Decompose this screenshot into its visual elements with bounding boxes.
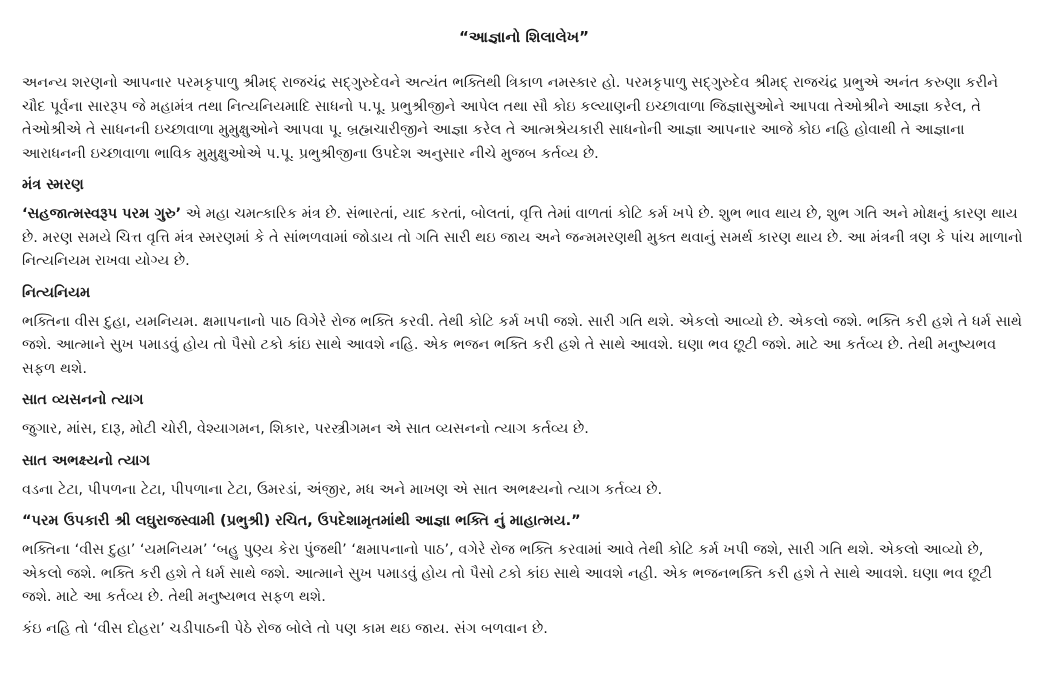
abhakshya-paragraph: વડના ટેટા, પીપળના ટેટા, પીપળાના ટેટા, ઉમરડાં, અંજીર, મધ અને માખણ એ સાત અભક્ષ્યનો ત્યાગ કર્તવ્ય છે. <box>22 481 663 498</box>
mantra-paragraph <box>22 203 1026 274</box>
intro-paragraph: અનન્ય શરણનો આપનાર પરમકૃપાળુ શ્રીમદ્ રાજચંદ્ર સદ્ગુરુદેવને અત્યંત ભક્તિથી ત્રિકાળ નમસ્કાર હો. પરમકૃપાળુ સદ્ગુરુદેવ શ્રીમદ્ રાજચંદ્ર પ્રભુએ અનંત કરુણા કરીને ચૌદ પૂર્વના સારરૂપ જે મહામંત્ર તથા નિત્યનિયમાદિ સાધનો પ.પૂ. પ્રભુશ્રીજીને આપેલ તથા સૌ કોઇ કલ્યાણની ઇચ્છાવાળા જિજ્ઞાસુઓને આપવા તેઓશ્રીને આજ્ઞા કરેલ, તે તેઓશ્રીએ તે સાધનની ઇચ્છાવાળા મુમુક્ષુઓને આપવા પૂ. બ્રહ્મચારીજીને આજ્ઞા કરેલ તે આત્મશ્રેયકારી સાધનોની આજ્ઞા આપનાર આજે કોઇ નહિ હોવાથી તે આજ્ઞાના આરાધનની ઇચ્છાવાળા ભાવિક મુમુક્ષુઓએ પ.પૂ. પ્રભુશ્રીજીના ઉપદેશ અનુસાર નીચે મુજબ કર્તવ્ય છે. <box>22 75 999 162</box>
abhakshya-heading: સાત અભક્ષ્યનો ત્યાગ <box>22 452 150 469</box>
mantra-lead: ‘સહજાત્મસ્વરૂપ પરમ ગુરુ’ <box>22 206 182 222</box>
vyasan-heading: સાત વ્યસનનો ત્યાગ <box>22 392 144 408</box>
mantra-heading: મંત્ર સ્મરણ <box>22 177 84 193</box>
nityaniyam-paragraph: ભક્તિના વીસ દુહા, યમનિયમ. ક્ષમાપનાનો પાઠ વિગેરે રોજ ભક્તિ કરવી. તેથી કોટિ કર્મ ખપી જશે. સારી ગતિ થશે. એકલો આવ્યો છે. એકલો જશે. ભક્તિ કરી હશે તે ધર્મ સાથે જશે. આત્માને સુખ પમાડવું હોય તો પૈસો ટકો કાંઇ સાથે આવશે નહિ. એક ભજન ભક્તિ કરી હશે તે સાથે આવશે. ઘણા ભવ છૂટી જશે. માટે આ કર્તવ્ય છે. તેથી મનુષ્યભવ સફળ થશે. <box>22 313 1023 377</box>
vyasan-paragraph: જુગાર, માંસ, દારૂ, મોટી ચોરી, વેશ્યાગમન, શિકાર, પરસ્ત્રીગમન એ સાત વ્યસનનો ત્યાગ કર્તવ્ય છે. <box>22 421 589 437</box>
document-title: “આજ્ઞાનો શિલાલેખ” <box>459 28 589 46</box>
mahatmya-paragraph: ભક્તિના ‘વીસ દુહા’ ‘યમનિયમ’ ‘બહુ પુણ્ય કેરા પુંજથી’ ‘ક્ષમાપનાનો પાઠ’, વગેરે રોજ ભક્તિ કરવામાં આવે તેથી કોટિ કર્મ ખપી જશે, સારી ગતિ થશે. એકલો આવ્યો છે, એકલો જશે. ભક્તિ કરી હશે તે ધર્મ સાથે જશે. આત્માને સુખ પમાડવું હોય તો પૈસો ટકો કાંઇ સાથે આવશે નહી. એક ભજનભક્તિ કરી હશે તે સાથે આવશે. ઘણા ભવ છૂટી જશે. માટે આ કર્તવ્ય છે. તેથી મનુષ્યભવ સફળ થશે. <box>22 542 992 605</box>
mahatmya-heading: “પરમ ઉપકારી શ્રી લઘુરાજસ્વામી (પ્રભુશ્રી) રચિત, ઉપદેશામૃતમાંથી આજ્ઞા ભક્તિ નું માહાત્મય.” <box>22 513 581 529</box>
closing-paragraph: કંઇ નહિ તો ‘વીસ દોહરા’ ચડીપાઠની પેઠે રોજ બોલે તો પણ કામ થઇ જાય. સંગ બળવાન છે. <box>22 620 548 637</box>
nityaniyam-heading: નિત્યનિયમ <box>22 284 91 301</box>
mantra-text: એ મહા ચમત્કારિક મંત્ર છે. સંભારતાં, યાદ કરતાં, બોલતાં, વૃત્તિ તેમાં વાળતાં કોટિ કર્મ ખપે છે. શુભ ભાવ થાય છે, શુભ ગતિ અને મોક્ષનું કારણ થાય છે. મરણ સમયે ચિત્ત વૃત્તિ મંત્ર સ્મરણમાં કે તે સાંભળવામાં જોડાય તો ગતિ સારી થઇ જાય અને જન્મમરણથી મુક્ત થવાનું સમર્થ કારણ થાય છે. આ મંત્રની ત્રણ કે પાંચ માળાનો નિત્યનિયમ રાખવા યોગ્ય છે. <box>22 206 1023 269</box>
